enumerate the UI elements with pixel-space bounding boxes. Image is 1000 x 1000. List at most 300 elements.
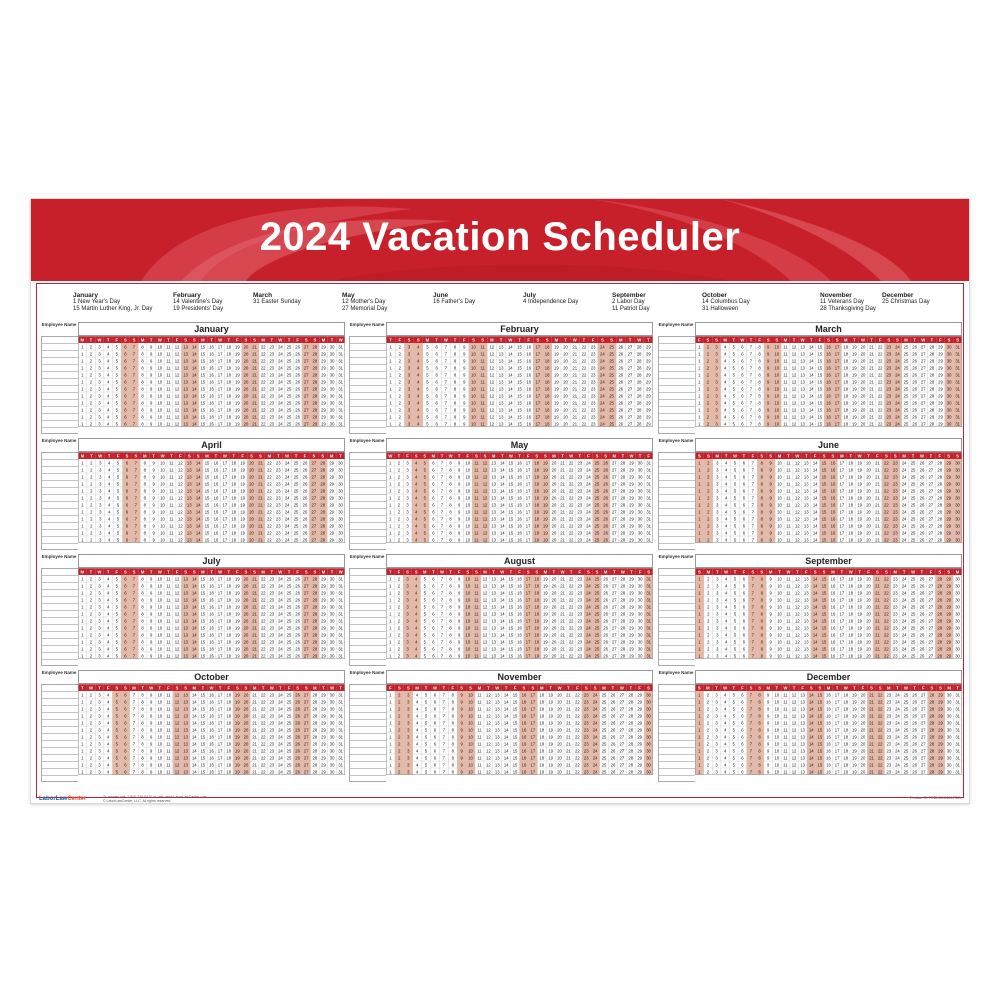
day-number[interactable]: 27 xyxy=(627,414,633,420)
day-number[interactable]: 7 xyxy=(132,727,136,733)
day-number[interactable]: 17 xyxy=(217,372,223,378)
day-number[interactable]: 21 xyxy=(560,530,565,536)
employee-name-cell[interactable] xyxy=(350,365,386,372)
day-number[interactable]: 4 xyxy=(724,530,728,536)
day-number[interactable]: 7 xyxy=(751,653,755,659)
day-number[interactable]: 20 xyxy=(243,604,249,610)
day-number[interactable]: 25 xyxy=(609,414,614,420)
day-number[interactable]: 3 xyxy=(98,632,101,638)
employee-name-cell[interactable] xyxy=(350,467,386,474)
day-number[interactable]: 26 xyxy=(295,414,300,420)
day-number[interactable]: 8 xyxy=(760,523,763,529)
day-number[interactable]: 9 xyxy=(458,639,461,645)
day-number[interactable]: 25 xyxy=(609,372,614,378)
day-number[interactable]: 21 xyxy=(869,372,874,378)
day-number[interactable]: 29 xyxy=(329,495,334,501)
day-number[interactable]: 12 xyxy=(482,474,488,480)
day-number[interactable]: 27 xyxy=(627,421,633,427)
day-number[interactable]: 9 xyxy=(150,421,153,427)
day-number[interactable]: 13 xyxy=(800,421,805,427)
day-number[interactable]: 30 xyxy=(329,351,335,357)
day-number[interactable]: 27 xyxy=(611,516,617,522)
day-number[interactable]: 2 xyxy=(398,358,401,364)
day-number[interactable]: 4 xyxy=(723,421,727,427)
day-number[interactable]: 21 xyxy=(572,365,578,371)
day-number[interactable]: 8 xyxy=(760,481,763,487)
day-number[interactable]: 30 xyxy=(329,604,335,610)
day-number[interactable]: 21 xyxy=(252,351,257,357)
day-number[interactable]: 21 xyxy=(875,516,880,522)
day-number[interactable]: 10 xyxy=(774,379,780,385)
day-number[interactable]: 16 xyxy=(526,344,532,350)
day-number[interactable]: 21 xyxy=(869,344,874,350)
day-number[interactable]: 7 xyxy=(132,386,136,392)
day-number[interactable]: 1 xyxy=(81,604,84,610)
day-number[interactable]: 2 xyxy=(89,706,93,712)
day-number[interactable]: 5 xyxy=(423,583,426,589)
day-number[interactable]: 12 xyxy=(489,358,495,364)
employee-name-cell[interactable] xyxy=(42,618,78,625)
day-number[interactable]: 14 xyxy=(499,604,505,610)
day-number[interactable]: 18 xyxy=(226,713,232,719)
day-number[interactable]: 19 xyxy=(857,474,862,480)
employee-name-cell[interactable] xyxy=(42,576,78,583)
day-number[interactable]: 7 xyxy=(132,762,136,768)
day-number[interactable]: 22 xyxy=(260,583,266,589)
day-number[interactable]: 17 xyxy=(525,632,531,638)
day-number[interactable]: 8 xyxy=(141,639,144,645)
day-number[interactable]: 16 xyxy=(517,530,522,536)
day-number[interactable]: 7 xyxy=(440,467,444,473)
day-number[interactable]: 17 xyxy=(217,692,223,698)
day-number[interactable]: 17 xyxy=(525,597,531,603)
day-number[interactable]: 7 xyxy=(749,344,753,350)
day-number[interactable]: 6 xyxy=(124,653,127,659)
day-number[interactable]: 24 xyxy=(278,365,283,371)
day-number[interactable]: 20 xyxy=(551,523,557,529)
day-number[interactable]: 8 xyxy=(141,393,144,399)
day-number[interactable]: 28 xyxy=(929,400,935,406)
day-number[interactable]: 12 xyxy=(482,646,488,652)
day-number[interactable]: 19 xyxy=(235,618,240,624)
day-number[interactable]: 4 xyxy=(723,365,727,371)
day-number[interactable]: 24 xyxy=(284,537,290,543)
day-number[interactable]: 14 xyxy=(191,351,197,357)
employee-name-cell[interactable] xyxy=(350,407,386,414)
day-number[interactable]: 3 xyxy=(407,351,411,357)
day-number[interactable]: 10 xyxy=(465,604,471,610)
day-number[interactable]: 2 xyxy=(89,699,93,705)
day-number[interactable]: 7 xyxy=(132,618,136,624)
day-number[interactable]: 4 xyxy=(723,407,727,413)
day-number[interactable]: 17 xyxy=(217,748,223,754)
day-number[interactable]: 7 xyxy=(751,467,755,473)
day-number[interactable]: 30 xyxy=(329,611,335,617)
day-number[interactable]: 2 xyxy=(707,467,710,473)
day-number[interactable]: 2 xyxy=(706,379,710,385)
day-number[interactable]: 12 xyxy=(174,421,180,427)
day-number[interactable]: 11 xyxy=(474,509,479,515)
day-number[interactable]: 26 xyxy=(603,460,608,466)
employee-name-cell[interactable] xyxy=(42,748,78,755)
day-number[interactable]: 2 xyxy=(707,653,710,659)
day-number[interactable]: 7 xyxy=(444,386,448,392)
day-number[interactable]: 21 xyxy=(252,358,257,364)
day-number[interactable]: 20 xyxy=(243,632,249,638)
day-number[interactable]: 14 xyxy=(812,590,818,596)
day-number[interactable]: 8 xyxy=(141,618,144,624)
day-number[interactable]: 31 xyxy=(338,590,344,596)
day-number[interactable]: 6 xyxy=(124,611,127,617)
day-number[interactable]: 19 xyxy=(543,611,548,617)
day-number[interactable]: 13 xyxy=(183,379,188,385)
employee-name-cell[interactable] xyxy=(42,460,78,467)
day-number[interactable]: 14 xyxy=(507,365,513,371)
employee-name-cell[interactable] xyxy=(350,590,386,597)
day-number[interactable]: 26 xyxy=(919,632,925,638)
day-number[interactable]: 18 xyxy=(843,358,849,364)
day-number[interactable]: 19 xyxy=(852,351,857,357)
day-number[interactable]: 8 xyxy=(760,597,763,603)
day-number[interactable]: 15 xyxy=(517,393,522,399)
day-number[interactable]: 14 xyxy=(499,502,505,508)
day-number[interactable]: 5 xyxy=(733,460,737,466)
day-number[interactable]: 27 xyxy=(303,741,309,747)
day-number[interactable]: 8 xyxy=(453,400,457,406)
day-number[interactable]: 29 xyxy=(646,407,651,413)
day-number[interactable]: 16 xyxy=(517,583,522,589)
day-number[interactable]: 20 xyxy=(243,393,249,399)
day-number[interactable]: 29 xyxy=(321,720,326,726)
day-number[interactable]: 2 xyxy=(90,460,93,466)
day-number[interactable]: 24 xyxy=(901,590,907,596)
day-number[interactable]: 11 xyxy=(166,646,171,652)
day-number[interactable]: 26 xyxy=(912,407,917,413)
day-number[interactable]: 10 xyxy=(160,481,165,487)
day-number[interactable]: 5 xyxy=(423,495,426,501)
day-number[interactable]: 29 xyxy=(321,646,326,652)
day-number[interactable]: 18 xyxy=(843,365,849,371)
day-number[interactable]: 17 xyxy=(839,495,845,501)
day-number[interactable]: 2 xyxy=(89,351,93,357)
day-number[interactable]: 10 xyxy=(465,611,471,617)
day-number[interactable]: 15 xyxy=(817,393,823,399)
day-number[interactable]: 1 xyxy=(698,414,701,420)
day-number[interactable]: 25 xyxy=(286,597,292,603)
day-number[interactable]: 2 xyxy=(397,653,401,659)
day-number[interactable]: 27 xyxy=(611,481,617,487)
day-number[interactable]: 17 xyxy=(217,653,223,659)
day-number[interactable]: 23 xyxy=(886,421,892,427)
day-number[interactable]: 31 xyxy=(338,407,344,413)
day-number[interactable]: 23 xyxy=(269,583,275,589)
day-number[interactable]: 19 xyxy=(553,407,559,413)
day-number[interactable]: 25 xyxy=(286,755,292,761)
day-number[interactable]: 26 xyxy=(919,509,925,515)
day-number[interactable]: 27 xyxy=(303,755,309,761)
day-number[interactable]: 3 xyxy=(99,488,102,494)
day-number[interactable]: 8 xyxy=(453,421,457,427)
day-number[interactable]: 19 xyxy=(857,590,862,596)
day-number[interactable]: 20 xyxy=(243,639,249,645)
day-number[interactable]: 17 xyxy=(217,407,223,413)
day-number[interactable]: 11 xyxy=(480,358,485,364)
day-number[interactable]: 22 xyxy=(884,495,889,501)
day-number[interactable]: 22 xyxy=(877,386,883,392)
day-number[interactable]: 12 xyxy=(795,618,800,624)
day-number[interactable]: 7 xyxy=(751,502,755,508)
day-number[interactable]: 14 xyxy=(195,530,201,536)
day-number[interactable]: 21 xyxy=(875,537,880,543)
day-number[interactable]: 22 xyxy=(267,474,272,480)
day-number[interactable]: 26 xyxy=(912,351,917,357)
day-number[interactable]: 14 xyxy=(812,576,818,582)
day-number[interactable]: 9 xyxy=(463,365,466,371)
day-number[interactable]: 30 xyxy=(329,590,335,596)
day-number[interactable]: 2 xyxy=(89,576,93,582)
day-number[interactable]: 18 xyxy=(226,351,232,357)
day-number[interactable]: 2 xyxy=(398,379,401,385)
employee-name-cell[interactable] xyxy=(350,530,386,537)
day-number[interactable]: 12 xyxy=(795,653,800,659)
day-number[interactable]: 10 xyxy=(465,474,471,480)
day-number[interactable]: 23 xyxy=(892,590,898,596)
day-number[interactable]: 18 xyxy=(848,495,854,501)
employee-name-cell[interactable] xyxy=(350,604,386,611)
day-number[interactable]: 12 xyxy=(791,400,797,406)
day-number[interactable]: 7 xyxy=(440,537,444,543)
day-number[interactable]: 2 xyxy=(707,537,710,543)
day-number[interactable]: 27 xyxy=(928,646,934,652)
day-number[interactable]: 12 xyxy=(482,509,488,515)
day-number[interactable]: 18 xyxy=(226,611,232,617)
day-number[interactable]: 27 xyxy=(920,421,926,427)
day-number[interactable]: 2 xyxy=(707,481,710,487)
day-number[interactable]: 15 xyxy=(204,460,210,466)
day-number[interactable]: 21 xyxy=(258,460,263,466)
day-number[interactable]: 6 xyxy=(124,646,127,652)
day-number[interactable]: 21 xyxy=(875,488,880,494)
day-number[interactable]: 21 xyxy=(252,407,257,413)
day-number[interactable]: 14 xyxy=(812,583,818,589)
day-number[interactable]: 30 xyxy=(329,583,335,589)
day-number[interactable]: 1 xyxy=(698,372,701,378)
day-number[interactable]: 22 xyxy=(267,523,272,529)
day-number[interactable]: 27 xyxy=(928,530,934,536)
employee-name-cell[interactable] xyxy=(659,365,695,372)
day-number[interactable]: 22 xyxy=(877,407,883,413)
day-number[interactable]: 27 xyxy=(611,632,617,638)
day-number[interactable]: 3 xyxy=(98,692,101,698)
day-number[interactable]: 28 xyxy=(937,583,943,589)
day-number[interactable]: 15 xyxy=(517,351,522,357)
day-number[interactable]: 31 xyxy=(338,576,344,582)
day-number[interactable]: 6 xyxy=(741,407,744,413)
day-number[interactable]: 24 xyxy=(284,474,290,480)
day-number[interactable]: 6 xyxy=(742,632,746,638)
day-number[interactable]: 3 xyxy=(407,372,411,378)
day-number[interactable]: 3 xyxy=(406,639,409,645)
day-number[interactable]: 2 xyxy=(707,646,710,652)
day-number[interactable]: 30 xyxy=(338,516,343,522)
day-number[interactable]: 2 xyxy=(706,351,710,357)
day-number[interactable]: 22 xyxy=(568,597,574,603)
day-number[interactable]: 7 xyxy=(751,481,755,487)
day-number[interactable]: 14 xyxy=(191,706,197,712)
day-number[interactable]: 6 xyxy=(125,502,129,508)
day-number[interactable]: 27 xyxy=(311,467,317,473)
day-number[interactable]: 27 xyxy=(303,358,309,364)
day-number[interactable]: 30 xyxy=(946,386,952,392)
day-number[interactable]: 11 xyxy=(169,460,174,466)
day-number[interactable]: 9 xyxy=(152,495,155,501)
day-number[interactable]: 18 xyxy=(843,344,849,350)
day-number[interactable]: 26 xyxy=(912,365,917,371)
day-number[interactable]: 2 xyxy=(89,597,93,603)
day-number[interactable]: 21 xyxy=(572,386,578,392)
day-number[interactable]: 29 xyxy=(938,372,943,378)
day-number[interactable]: 17 xyxy=(217,734,223,740)
day-number[interactable]: 12 xyxy=(174,713,180,719)
day-number[interactable]: 5 xyxy=(115,611,118,617)
day-number[interactable]: 13 xyxy=(186,509,192,515)
day-number[interactable]: 7 xyxy=(751,618,755,624)
day-number[interactable]: 22 xyxy=(267,467,272,473)
day-number[interactable]: 2 xyxy=(89,769,93,775)
day-number[interactable]: 2 xyxy=(89,604,93,610)
day-number[interactable]: 11 xyxy=(480,344,485,350)
day-number[interactable]: 29 xyxy=(321,414,326,420)
day-number[interactable]: 28 xyxy=(620,488,626,494)
day-number[interactable]: 15 xyxy=(200,400,206,406)
day-number[interactable]: 30 xyxy=(955,509,960,515)
day-number[interactable]: 16 xyxy=(213,467,219,473)
day-number[interactable]: 11 xyxy=(474,460,479,466)
day-number[interactable]: 17 xyxy=(839,646,845,652)
day-number[interactable]: 13 xyxy=(186,530,192,536)
day-number[interactable]: 3 xyxy=(406,537,409,543)
day-number[interactable]: 25 xyxy=(594,653,600,659)
day-number[interactable]: 1 xyxy=(698,516,701,522)
day-number[interactable]: 5 xyxy=(733,495,737,501)
day-number[interactable]: 1 xyxy=(81,727,84,733)
day-number[interactable]: 17 xyxy=(525,530,531,536)
day-number[interactable]: 20 xyxy=(551,625,557,631)
day-number[interactable]: 12 xyxy=(795,516,800,522)
day-number[interactable]: 22 xyxy=(260,713,266,719)
day-number[interactable]: 17 xyxy=(525,611,531,617)
day-number[interactable]: 9 xyxy=(767,393,770,399)
day-number[interactable]: 21 xyxy=(560,467,565,473)
day-number[interactable]: 18 xyxy=(226,706,232,712)
day-number[interactable]: 14 xyxy=(191,400,197,406)
day-number[interactable]: 14 xyxy=(812,632,818,638)
day-number[interactable]: 26 xyxy=(295,762,300,768)
day-number[interactable]: 3 xyxy=(406,523,409,529)
day-number[interactable]: 21 xyxy=(572,351,578,357)
day-number[interactable]: 29 xyxy=(629,653,634,659)
day-number[interactable]: 15 xyxy=(200,590,206,596)
day-number[interactable]: 21 xyxy=(252,590,257,596)
employee-name-cell[interactable] xyxy=(659,509,695,516)
day-number[interactable]: 12 xyxy=(489,400,495,406)
day-number[interactable]: 29 xyxy=(329,516,334,522)
day-number[interactable]: 23 xyxy=(892,611,898,617)
day-number[interactable]: 27 xyxy=(928,467,934,473)
day-number[interactable]: 28 xyxy=(937,618,943,624)
day-number[interactable]: 27 xyxy=(627,351,633,357)
day-number[interactable]: 15 xyxy=(821,639,827,645)
day-number[interactable]: 28 xyxy=(620,495,626,501)
day-number[interactable]: 6 xyxy=(742,625,746,631)
day-number[interactable]: 15 xyxy=(821,537,827,543)
employee-name-cell[interactable] xyxy=(659,372,695,379)
day-number[interactable]: 25 xyxy=(594,604,600,610)
day-number[interactable]: 2 xyxy=(89,618,93,624)
day-number[interactable]: 11 xyxy=(474,530,479,536)
day-number[interactable]: 26 xyxy=(302,467,308,473)
day-number[interactable]: 20 xyxy=(243,358,249,364)
day-number[interactable]: 23 xyxy=(577,537,583,543)
day-number[interactable]: 23 xyxy=(577,467,583,473)
day-number[interactable]: 10 xyxy=(471,379,476,385)
day-number[interactable]: 18 xyxy=(226,734,232,740)
day-number[interactable]: 18 xyxy=(226,400,232,406)
day-number[interactable]: 21 xyxy=(869,400,874,406)
day-number[interactable]: 20 xyxy=(551,467,557,473)
day-number[interactable]: 14 xyxy=(191,741,197,747)
employee-name-cell[interactable] xyxy=(659,393,695,400)
day-number[interactable]: 5 xyxy=(733,604,737,610)
employee-name-cell[interactable] xyxy=(42,625,78,632)
day-number[interactable]: 19 xyxy=(235,576,240,582)
day-number[interactable]: 28 xyxy=(320,481,326,487)
day-number[interactable]: 6 xyxy=(124,421,127,427)
day-number[interactable]: 24 xyxy=(895,372,900,378)
day-number[interactable]: 27 xyxy=(611,495,617,501)
day-number[interactable]: 8 xyxy=(143,523,146,529)
day-number[interactable]: 15 xyxy=(200,653,206,659)
day-number[interactable]: 28 xyxy=(312,748,318,754)
day-number[interactable]: 18 xyxy=(848,516,854,522)
day-number[interactable]: 4 xyxy=(417,379,420,385)
day-number[interactable]: 9 xyxy=(769,653,772,659)
day-number[interactable]: 16 xyxy=(209,625,214,631)
day-number[interactable]: 8 xyxy=(449,474,452,480)
day-number[interactable]: 24 xyxy=(895,421,900,427)
day-number[interactable]: 17 xyxy=(217,618,223,624)
day-number[interactable]: 14 xyxy=(191,769,197,775)
day-number[interactable]: 23 xyxy=(590,365,596,371)
day-number[interactable]: 7 xyxy=(444,414,448,420)
day-number[interactable]: 16 xyxy=(209,351,214,357)
day-number[interactable]: 4 xyxy=(414,509,418,515)
day-number[interactable]: 23 xyxy=(590,372,596,378)
day-number[interactable]: 2 xyxy=(398,351,401,357)
day-number[interactable]: 16 xyxy=(830,488,836,494)
day-number[interactable]: 23 xyxy=(577,488,583,494)
day-number[interactable]: 22 xyxy=(267,509,272,515)
day-number[interactable]: 17 xyxy=(217,632,223,638)
day-number[interactable]: 23 xyxy=(269,590,275,596)
day-number[interactable]: 4 xyxy=(106,611,110,617)
day-number[interactable]: 2 xyxy=(706,414,710,420)
day-number[interactable]: 8 xyxy=(453,407,457,413)
day-number[interactable]: 1 xyxy=(698,488,701,494)
day-number[interactable]: 27 xyxy=(928,639,934,645)
day-number[interactable]: 29 xyxy=(946,537,951,543)
day-number[interactable]: 7 xyxy=(132,713,136,719)
